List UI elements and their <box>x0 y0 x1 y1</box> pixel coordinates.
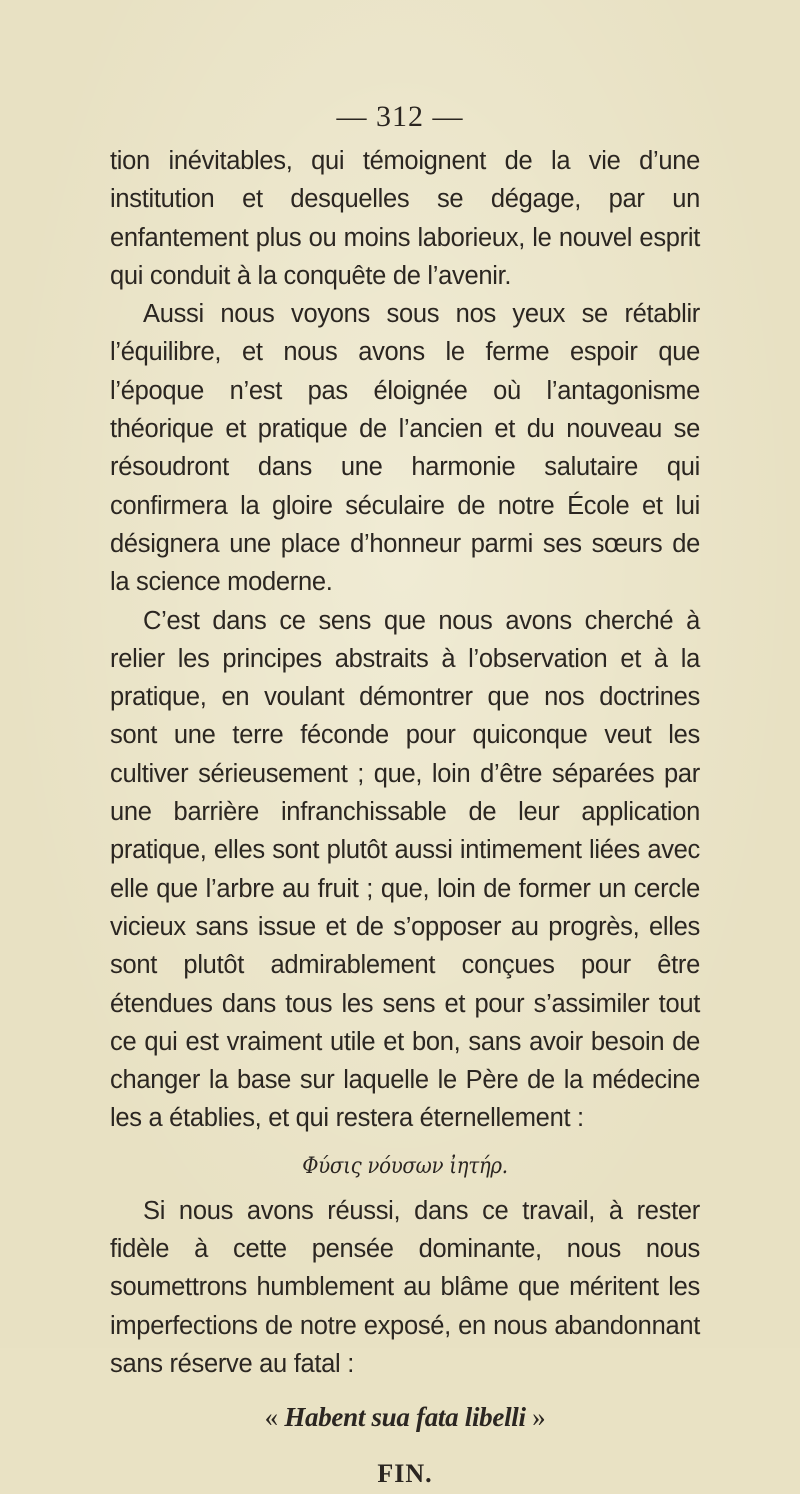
latin-quotation <box>110 1393 700 1441</box>
paragraph-continuation: tion inévitables, qui témoignent de la vie d’une institution et desquelles se dégage, par un enfantement plus ou moins laborieux, le nouvel esprit qui conduit à la conquête de l’avenir. <box>110 147 700 290</box>
page-body <box>110 142 700 1494</box>
quote-close-mark: » <box>525 1402 546 1433</box>
quote-open-mark: « <box>264 1402 285 1433</box>
page-number: — 312 — <box>336 100 464 133</box>
paragraph-equilibrium: Aussi nous voyons sous nos yeux se rétablir l’équilibre, et nous avons le ferme espoir que l’époque n’est pas éloignée où l’antagonisme théorique et pratique de l’ancien et du nouveau se résoudront dans une harmonie salutaire qui confirmera la gloire séculaire de notre École et lui désignera une place d’honneur parmi ses sœurs de la science moderne. <box>110 300 700 597</box>
paragraph-principles: C’est dans ce sens que nous avons cherché à relier les principes abstraits à l’observation et à la pratique, en voulant démontrer que nos doctrines sont une terre féconde pour quiconque veut les cultiver sérieusement ; que, loin d’être séparées par une barrière infranchissable de leur application pratique, elles sont plutôt aussi intimement liées avec elle que l’arbre au fruit ; que, loin de former un cercle vicieux sans issue et de s’opposer au progrès, elles sont plutôt admirablement conçues pour être étendues dans tous les sens et pour s’assimiler tout ce qui est vraiment utile et bon, sans avoir besoin de changer la base sur laquelle le Père de la médecine les a établies, et qui restera éternellement : <box>110 606 700 1133</box>
end-mark: FIN. <box>377 1459 433 1489</box>
latin-quote-text: Habent sua fata libelli <box>284 1402 526 1433</box>
greek-quotation: Φύσις νόυσων ἰητήρ. <box>302 1153 508 1179</box>
paragraph-conclusion: Si nous avons réussi, dans ce travail, à rester fidèle à cette pensée dominante, nous nous soumettrons humblement au blâme que méritent les imperfections de notre exposé, en nous abandonnant sans réserve au fatal : <box>110 1196 700 1378</box>
